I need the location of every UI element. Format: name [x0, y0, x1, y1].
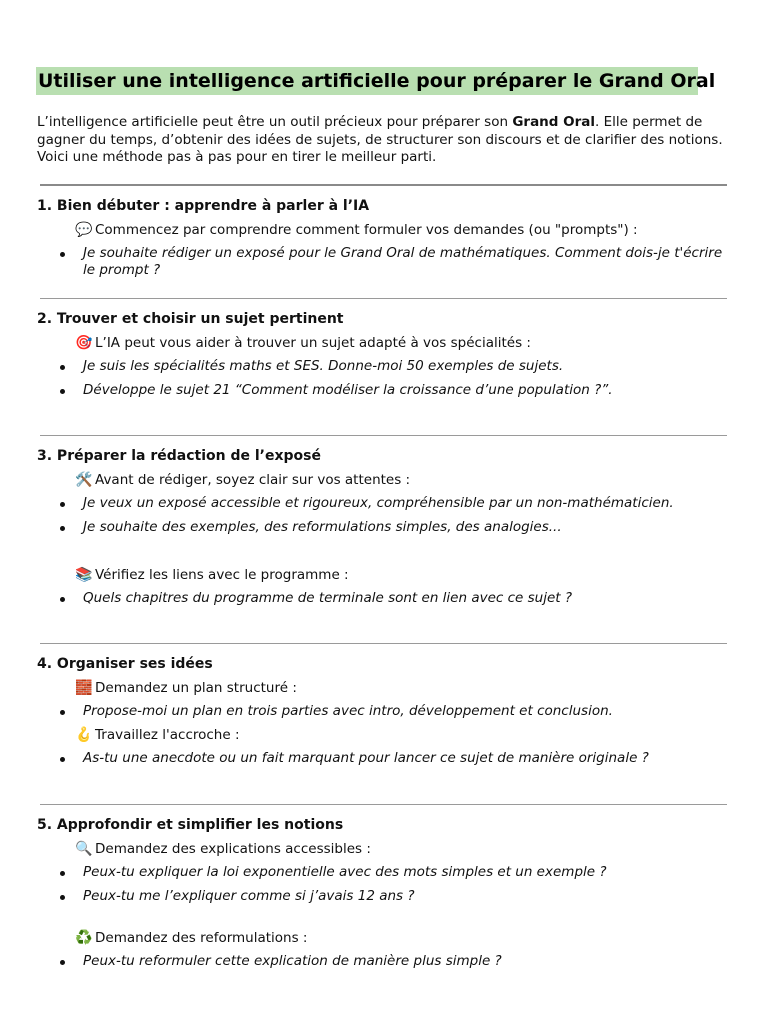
list-item-text: Je suis les spécialités maths et SES. Donne-moi 50 exemples de sujets.: [83, 358, 564, 374]
bullet-icon: [60, 526, 65, 531]
list-item: [60, 382, 735, 399]
list-item-text: Quels chapitres du programme de terminale sont en lien avec ce sujet ?: [83, 590, 573, 606]
bullet-icon: [60, 757, 65, 762]
section-3-note-2: [75, 566, 349, 584]
section-heading-3: 3. Préparer la rédaction de l’exposé: [37, 448, 321, 464]
section-divider: [40, 643, 727, 644]
section-3-note-1: [75, 471, 410, 489]
list-item: [60, 864, 735, 881]
section-2-note-1: [75, 334, 531, 352]
note-text: Avant de rédiger, soyez clair sur vos attentes :: [95, 472, 411, 488]
page-title: Utiliser une intelligence artificielle pour préparer le Grand Oral: [36, 67, 698, 95]
list-item: [60, 703, 735, 720]
speech-bubble-icon: 💬: [75, 222, 93, 238]
note-text: L’IA peut vous aider à trouver un sujet adapté à vos spécialités :: [95, 335, 531, 351]
section-heading-4: 4. Organiser ses idées: [37, 656, 213, 672]
bullet-icon: [60, 502, 65, 507]
section-divider: [40, 435, 727, 436]
intro-paragraph: [37, 114, 727, 167]
list-item: [60, 495, 735, 512]
bullet-icon: [60, 597, 65, 602]
section-4-note-1: [75, 679, 297, 697]
section-divider: [40, 804, 727, 805]
intro-bold-term: Grand Oral: [512, 114, 596, 130]
section-heading-2: 2. Trouver et choisir un sujet pertinent: [37, 311, 344, 327]
list-item-text: Je souhaite rédiger un exposé pour le Grand Oral de mathématiques. Comment dois-je t'écrire le prompt ?: [83, 245, 723, 278]
list-item: [60, 519, 735, 536]
note-text: Vérifiez les liens avec le programme :: [95, 567, 349, 583]
list-item: [60, 358, 735, 375]
bullet-icon: [60, 710, 65, 715]
intro-text-end: . Elle permet de gagner du temps, d’obtenir des idées de sujets, de structurer son discours et de clarifier des notions. Voici une méthode pas à pas pour en tirer le meilleur parti.: [37, 114, 723, 165]
books-icon: 📚: [75, 567, 93, 583]
section-heading-5: 5. Approfondir et simplifier les notions: [37, 817, 344, 833]
list-item-text: Propose-moi un plan en trois parties avec intro, développement et conclusion.: [83, 703, 613, 719]
list-item: [60, 750, 735, 767]
section-4-note-2: [75, 726, 240, 744]
intro-text-start: L’intelligence artificielle peut être un outil précieux pour préparer son: [37, 114, 513, 130]
note-text: Demandez des explications accessibles :: [95, 841, 371, 857]
section-5-note-1: [75, 840, 371, 858]
section-5-note-2: [75, 929, 307, 947]
magnifier-icon: 🔍: [75, 841, 93, 857]
section-heading-1: 1. Bien débuter : apprendre à parler à l’IA: [37, 198, 370, 214]
list-item-text: Je souhaite des exemples, des reformulations simples, des analogies...: [83, 519, 562, 535]
note-text: Demandez un plan structuré :: [95, 680, 297, 696]
bullet-icon: [60, 365, 65, 370]
list-item-text: Développe le sujet 21 “Comment modéliser la croissance d’une population ?”.: [83, 382, 613, 398]
list-item-text: Peux-tu me l’expliquer comme si j’avais 12 ans ?: [83, 888, 415, 904]
bullet-icon: [60, 960, 65, 965]
section-divider: [40, 184, 727, 186]
list-item: [60, 888, 735, 905]
list-item: [60, 953, 735, 970]
recycle-icon: ♻️: [75, 930, 93, 946]
bullet-icon: [60, 895, 65, 900]
list-item: [60, 245, 735, 279]
list-item-text: Peux-tu reformuler cette explication de manière plus simple ?: [83, 953, 502, 969]
bullet-icon: [60, 871, 65, 876]
bullet-icon: [60, 252, 65, 257]
bricks-icon: 🧱: [75, 680, 93, 696]
bullet-icon: [60, 389, 65, 394]
list-item: [60, 590, 735, 607]
note-text: Travaillez l'accroche :: [95, 727, 240, 743]
section-1-note-1: [75, 221, 638, 239]
target-icon: 🎯: [75, 335, 93, 351]
note-text: Demandez des reformulations :: [95, 930, 308, 946]
note-text: Commencez par comprendre comment formuler vos demandes (ou "prompts") :: [95, 222, 638, 238]
section-divider: [40, 298, 727, 299]
list-item-text: As-tu une anecdote ou un fait marquant pour lancer ce sujet de manière originale ?: [83, 750, 649, 766]
tools-icon: 🛠️: [75, 472, 93, 488]
hook-icon: 🪝: [75, 727, 93, 743]
list-item-text: Peux-tu expliquer la loi exponentielle avec des mots simples et un exemple ?: [83, 864, 607, 880]
list-item-text: Je veux un exposé accessible et rigoureux, compréhensible par un non-mathématicien.: [83, 495, 674, 511]
